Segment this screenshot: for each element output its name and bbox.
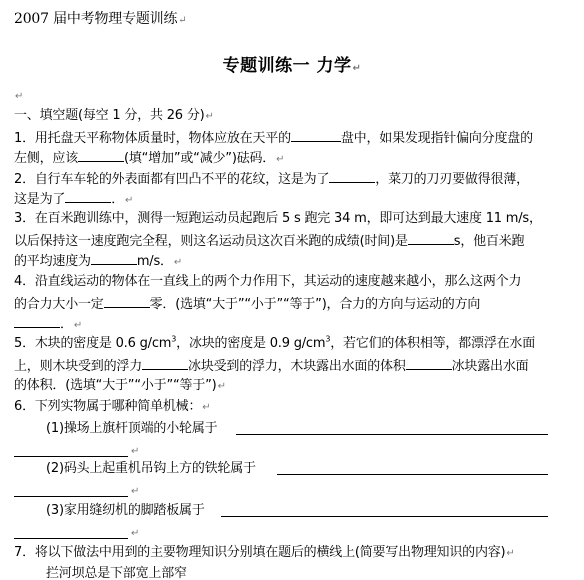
question-6-item-3: (3)家用缝纫机的脚踏板属于 bbox=[46, 503, 205, 518]
page-title bbox=[0, 51, 584, 76]
question-6-item-2: (2)码头上起重机吊钩上方的铁轮属于 bbox=[46, 461, 256, 476]
paragraph-mark: ↵ bbox=[202, 402, 211, 413]
question-7-partial-line: 拦河坝总是下部宽上部窄 bbox=[46, 566, 187, 580]
question-1-line-2: 左侧，应该 (填“增加”或“减少”)砝码．↵ bbox=[14, 151, 285, 166]
paragraph-mark: ↵ bbox=[73, 320, 82, 331]
paragraph-mark: ↵ bbox=[205, 111, 214, 122]
question-1-line-1: 1．用托盘天平称物体质量时，物体应放在天平的 盘中，如果发现指针偏向分度盘的 bbox=[14, 131, 533, 146]
paragraph-mark: ↵ bbox=[15, 91, 24, 102]
paragraph-mark: ↵ bbox=[276, 154, 285, 165]
section-heading bbox=[14, 108, 214, 125]
question-5-line-1: 5．木块的密度是 0.6 $g/cm^3$，冰块的密度是 0.9 $g/cm^3$，若它们的体积相等，都漂浮在水面 bbox=[14, 334, 536, 351]
document-header bbox=[14, 11, 186, 29]
header-text: 2007 届中考物理专题训练 bbox=[14, 11, 178, 27]
answer-blank bbox=[142, 357, 188, 370]
paragraph-mark: ↵ bbox=[178, 15, 187, 26]
question-6-stem: 6．下列实物属于哪种简单机械：↵ bbox=[14, 399, 211, 414]
paragraph-mark: ↵ bbox=[173, 257, 183, 268]
answer-blank bbox=[291, 129, 341, 142]
paragraph-mark: ↵ bbox=[131, 486, 140, 497]
answer-line bbox=[14, 456, 128, 457]
answer-blank bbox=[408, 232, 454, 245]
title-text: 专题训练一 力学 bbox=[222, 56, 352, 76]
answer-blank bbox=[65, 190, 111, 203]
question-4-line-1: 4．沿直线运动的物体在一直线上的两个力作用下，其运动的速度越来越小，那么这两个力 bbox=[14, 274, 522, 289]
empty-paragraph bbox=[14, 88, 23, 105]
answer-blank bbox=[406, 357, 452, 370]
answer-line bbox=[14, 538, 128, 539]
question-4-line-2: 的合力大小一定 零．(选填“大于”“小于”“等于”)，合力的方向与运动的方向 bbox=[14, 297, 481, 312]
question-6-item-1: (1)操场上旗杆顶端的小轮属于 bbox=[46, 421, 218, 436]
question-3-line-1: 3．在百米跑训练中，测得一短跑运动员起跑后 5 s 跑完 34 m，即可达到最大速度 11 m/s， bbox=[14, 211, 542, 226]
question-2-line-2: 这是为了 ．↵ bbox=[14, 192, 134, 207]
paragraph-mark: ↵ bbox=[506, 548, 515, 559]
answer-line bbox=[236, 434, 548, 435]
paragraph-mark: ↵ bbox=[131, 528, 140, 539]
section-heading-text: 一、填空题(每空 1 分，共 26 分) bbox=[14, 108, 205, 123]
answer-blank bbox=[78, 149, 124, 162]
paragraph-mark: ↵ bbox=[352, 63, 362, 74]
answer-line bbox=[14, 496, 128, 497]
paragraph-mark: ↵ bbox=[217, 381, 226, 392]
answer-blank bbox=[14, 315, 60, 328]
answer-blank bbox=[91, 252, 137, 265]
answer-line bbox=[221, 516, 548, 517]
answer-blank bbox=[329, 170, 375, 183]
question-4-line-3: ．↵ bbox=[14, 315, 82, 334]
answer-blank bbox=[104, 295, 150, 308]
paragraph-mark: ↵ bbox=[131, 446, 140, 457]
answer-line bbox=[277, 474, 548, 475]
question-5-line-2: 上，则木块受到的浮力 冰块受到的浮力，木块露出水面的体积 冰块露出水面 bbox=[14, 359, 529, 374]
question-3-line-2: 以后保持这一速度跑完全程，则这名运动员这次百米跑的成绩(时间)是 s，他百米跑 bbox=[14, 234, 525, 249]
question-3-line-3: 的平均速度为 m/s．↵ bbox=[14, 254, 183, 269]
paragraph-mark: ↵ bbox=[125, 195, 134, 206]
question-5-line-3: 的体积．(选填“大于”“小于”“等于”)↵ bbox=[14, 378, 226, 393]
question-2-line-1: 2．自行车车轮的外表面都有凹凸不平的花纹，这是为了 ，菜刀的刀刃要做得很薄， bbox=[14, 172, 529, 187]
question-7-stem: 7．将以下做法中用到的主要物理知识分别填在题后的横线上(简要写出物理知识的内容)↵ bbox=[14, 545, 515, 560]
